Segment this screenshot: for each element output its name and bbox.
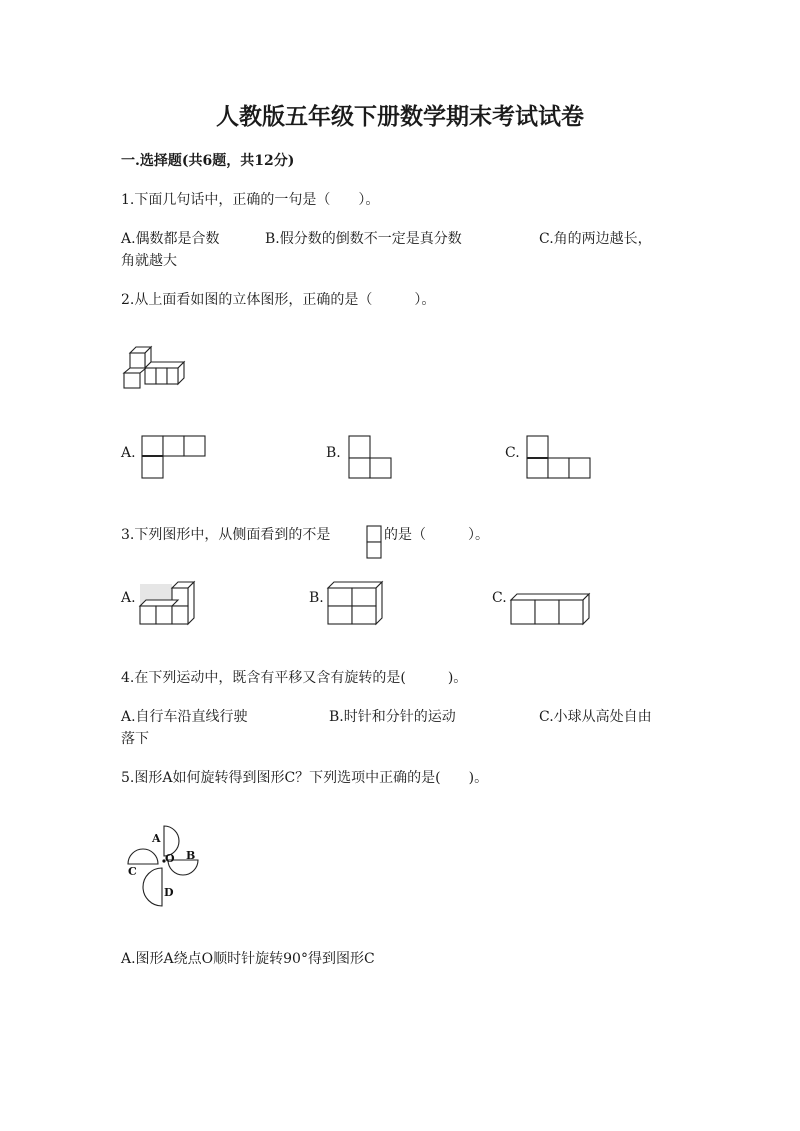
q3-option-a: A. <box>121 590 136 606</box>
q5-label-b: B <box>186 849 196 862</box>
q1-stem: 1.下面几句话中，正确的一句是（ ）。 <box>121 192 380 208</box>
q4-option-c-continued: 落下 <box>121 731 149 747</box>
q3-option-b-figure <box>324 580 384 626</box>
q1-option-c-continued: 角就越大 <box>121 253 177 269</box>
q5-label-c: C <box>128 865 137 878</box>
q1-option-c: C.角的两边越长， <box>539 231 652 247</box>
q2-option-b: B. <box>326 445 341 461</box>
q4-option-b: B.时针和分针的运动 <box>329 709 456 725</box>
q2-stem: 2.从上面看如图的立体图形，正确的是（ ）。 <box>121 292 436 308</box>
q3-option-b: B. <box>309 590 324 606</box>
q5-stem: 5.图形A如何旋转得到图形C？下列选项中正确的是( )。 <box>121 770 489 786</box>
q2-option-c: C. <box>505 445 520 461</box>
q3-stem-before: 3.下列图形中，从侧面看到的不是 <box>121 527 331 543</box>
q3-option-a-figure <box>136 580 198 626</box>
q2-option-b-figure <box>347 434 395 480</box>
q3-inline-figure <box>365 525 383 559</box>
q3-option-c-figure <box>507 590 595 626</box>
q3-stem-after: 的是（ ）。 <box>384 527 489 543</box>
q3-option-c: C. <box>492 590 507 606</box>
q2-option-a-figure <box>140 434 208 480</box>
q5-label-o: O <box>165 852 175 865</box>
q1-option-a: A.偶数都是合数 <box>121 231 220 247</box>
q5-rotation-figure <box>118 822 210 914</box>
q5-label-a: A <box>152 832 161 845</box>
q4-option-c: C.小球从高处自由 <box>539 709 652 725</box>
q4-option-a: A.自行车沿直线行驶 <box>121 709 248 725</box>
q2-solid-figure <box>120 343 190 391</box>
q1-option-b: B.假分数的倒数不一定是真分数 <box>265 231 462 247</box>
q4-stem: 4.在下列运动中，既含有平移又含有旋转的是( )。 <box>121 670 468 686</box>
page-title: 人教版五年级下册数学期末考试试卷 <box>216 103 584 130</box>
q2-option-a: A. <box>121 445 136 461</box>
q5-label-d: D <box>164 886 174 899</box>
section-heading: 一.选择题(共6题，共12分) <box>121 153 295 169</box>
q2-option-c-figure <box>525 434 595 480</box>
q5-option-a: A.图形A绕点O顺时针旋转90°得到图形C <box>121 951 375 967</box>
